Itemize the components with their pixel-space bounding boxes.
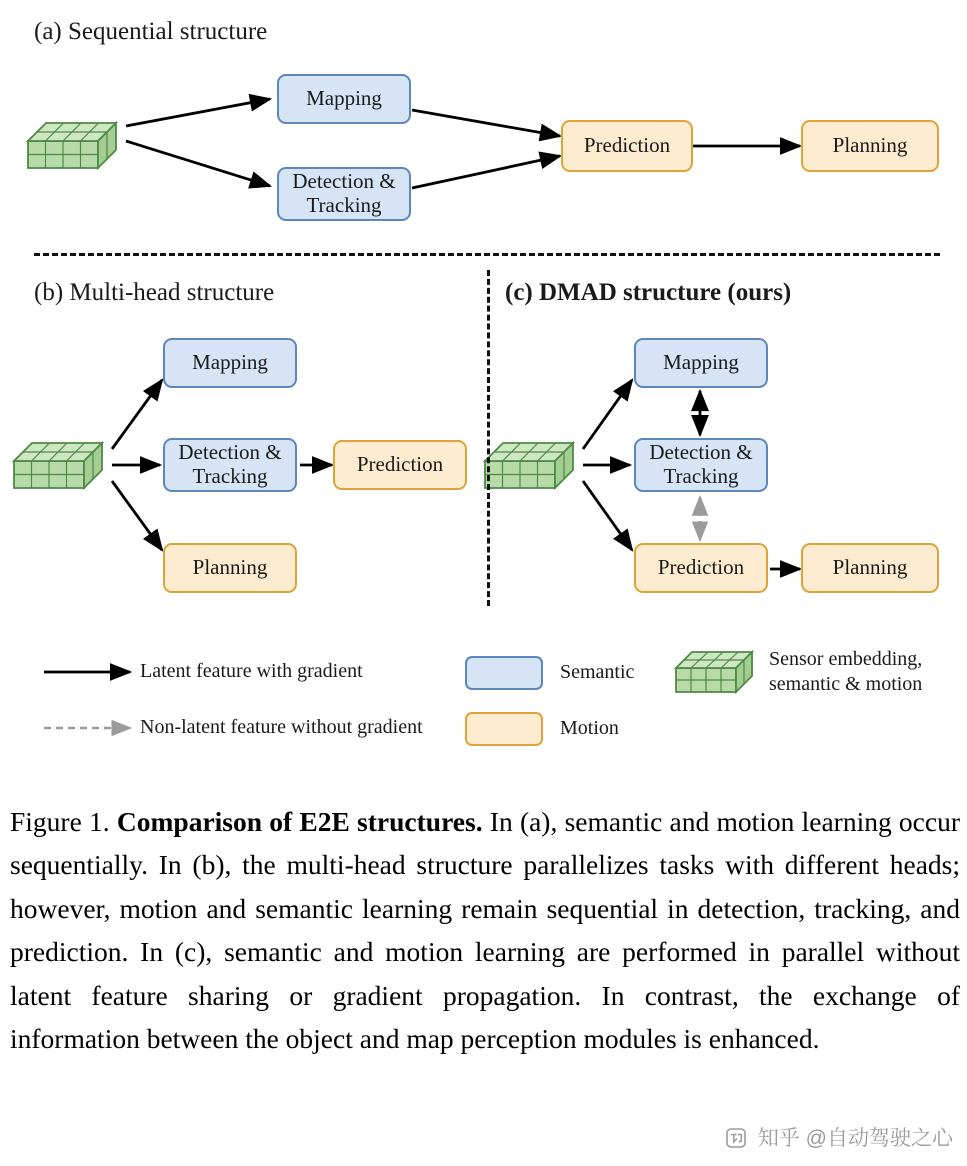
legend-semantic-label: Semantic — [560, 661, 635, 683]
panel-b-title: (b) Multi-head structure — [34, 279, 275, 306]
legend-non-latent-feature-label: Non-latent feature without gradient — [140, 716, 423, 738]
panel-a-node-mapping[interactable]: Mapping — [277, 74, 411, 124]
panel-b-node-mapping[interactable]: Mapping — [163, 338, 297, 388]
legend-sensor-label-line1: Sensor embedding, — [769, 648, 923, 670]
panel-c-node-mapping[interactable]: Mapping — [634, 338, 768, 388]
watermark-text: 知乎 @自动驾驶之心 — [757, 1127, 953, 1150]
panel-c-detection-line1: Detection & — [649, 440, 753, 465]
panel-a-node-prediction[interactable]: Prediction — [561, 120, 693, 172]
panel-b-detection-line1: Detection & — [178, 440, 282, 465]
panel-b-node-planning[interactable]: Planning — [163, 543, 297, 593]
legend-latent-feature-label: Latent feature with gradient — [140, 660, 363, 682]
legend-sensor-label-line2: semantic & motion — [769, 673, 923, 695]
panel-a-node-detection-tracking[interactable] — [277, 167, 411, 221]
panel-b-node-detection-tracking[interactable] — [163, 438, 297, 492]
panel-divider-vertical — [487, 270, 490, 606]
watermark — [726, 1122, 953, 1152]
legend-motion-swatch — [465, 712, 543, 746]
caption-bold-title: Comparison of E2E structures. — [116, 806, 483, 837]
legend-semantic-swatch — [465, 656, 543, 690]
panel-c-title: (c) DMAD structure (ours) — [505, 279, 792, 306]
caption-prefix: Figure 1. — [10, 806, 110, 837]
caption-body: In (a), semantic and motion learning occur sequentially. In (b), the multi-head structure parallelizes tasks with different heads; however, motion and semantic learning remain sequential in detection, tracking, and prediction. In (c), semantic and motion learning are performed in parallel without latent feature sharing or gradient propagation. In contrast, the exchange of information between the object and map perception modules is enhanced. — [10, 806, 961, 1055]
panel-b-node-prediction[interactable]: Prediction — [333, 440, 467, 490]
sensor-cube-icon-c — [485, 443, 573, 488]
panel-b-detection-line2: Tracking — [192, 464, 268, 488]
panel-c-node-detection-tracking[interactable] — [634, 438, 768, 492]
panel-a-node-planning[interactable]: Planning — [801, 120, 939, 172]
sensor-cube-icon-a — [28, 123, 116, 168]
panel-a-arrows — [126, 99, 800, 188]
panel-c-node-planning[interactable]: Planning — [801, 543, 939, 593]
sensor-cube-icon-b — [14, 443, 102, 488]
figure-caption — [10, 800, 960, 1061]
panel-c-detection-line2: Tracking — [663, 464, 739, 488]
panel-divider-horizontal — [34, 253, 940, 256]
legend-sensor-cube-icon — [676, 652, 752, 692]
legend-motion-label: Motion — [560, 717, 619, 739]
zhihu-logo-icon — [726, 1128, 746, 1148]
panel-a-title: (a) Sequential structure — [34, 18, 268, 45]
panel-c-node-prediction[interactable]: Prediction — [634, 543, 768, 593]
panel-a-detection-line1: Detection & — [292, 169, 396, 194]
panel-a-detection-line2: Tracking — [306, 193, 382, 217]
